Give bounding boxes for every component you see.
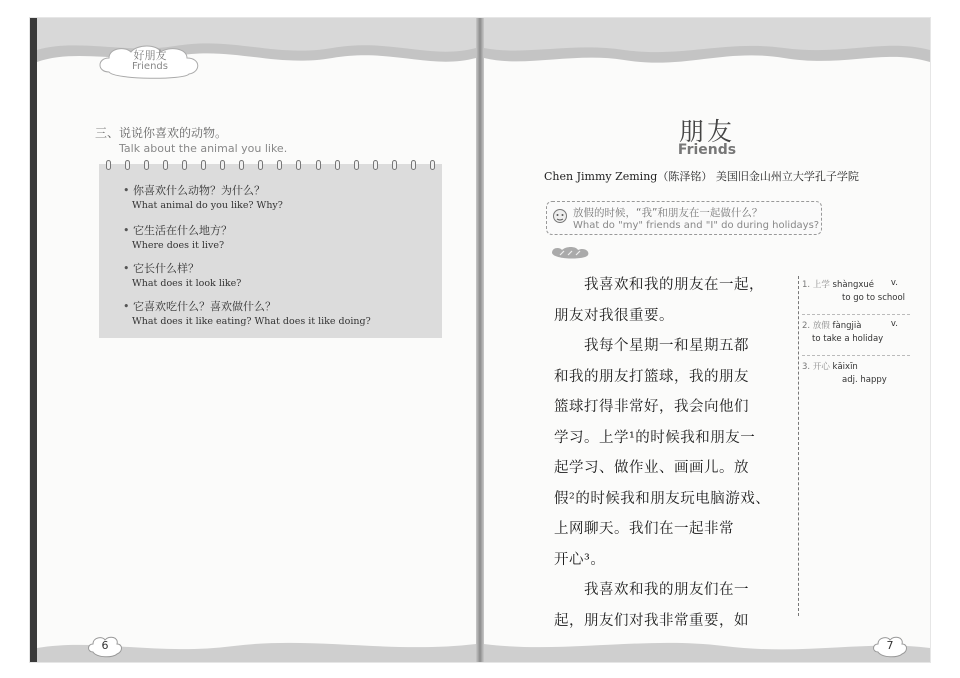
glossary-definition: adj. happy: [842, 375, 887, 385]
glossary-number: 3.: [802, 362, 811, 372]
question-en: What does it look like?: [132, 278, 242, 289]
question-item: [123, 182, 283, 211]
glossary-item: [802, 360, 910, 396]
spiral-ring-icon: [411, 160, 416, 170]
passage-line: 我每个星期一和星期五都: [584, 338, 749, 354]
glossary-word: 放假: [812, 321, 830, 331]
spiral-ring-icon: [220, 160, 225, 170]
passage-line: 起，朋友们对我非常重要，如: [554, 612, 749, 629]
glossary: [802, 278, 910, 400]
question-en: Where does it live?: [132, 240, 225, 251]
passage-line: 假²的时候我和朋友玩电脑游戏、: [554, 490, 771, 507]
spiral-ring-icon: [258, 160, 263, 170]
glossary-item: [802, 319, 910, 356]
spiral-rings: [99, 160, 442, 170]
bottom-wave-decoration: [484, 636, 930, 662]
spiral-ring-icon: [392, 160, 397, 170]
passage-line: 我喜欢和我的朋友们在一: [584, 582, 749, 598]
lesson-title-en: Friends: [677, 142, 737, 158]
spiral-ring-icon: [316, 160, 321, 170]
spiral-ring-icon: [163, 160, 168, 170]
glossary-pinyin: fàngjià: [832, 321, 862, 331]
passage-line: 我喜欢和我的朋友在一起，: [584, 277, 764, 293]
spiral-ring-icon: [354, 160, 359, 170]
page-number: 7: [886, 639, 894, 652]
spiral-ring-icon: [201, 160, 206, 170]
spiral-ring-icon: [335, 160, 340, 170]
question-cn: • 它喜欢吃什么？喜欢做什么？: [123, 298, 371, 314]
passage-line: 朋友对我很重要。: [554, 307, 674, 324]
left-page: [30, 18, 476, 662]
glossary-pos: v.: [890, 319, 898, 329]
glossary-word: 上学: [812, 280, 830, 290]
spiral-ring-icon: [106, 160, 111, 170]
chapter-title-cn: 好朋友: [133, 49, 167, 62]
spiral-ring-icon: [430, 160, 435, 170]
prompt-en: What do "my" friends and "I" do during holidays?: [573, 220, 820, 231]
lesson-title-cn: 朋友: [678, 117, 735, 146]
spiral-ring-icon: [125, 160, 130, 170]
passage-line: 上网聊天。我们在一起非常: [554, 521, 734, 537]
spiral-ring-icon: [144, 160, 149, 170]
book-spread: [30, 18, 930, 662]
top-wave-decoration: [484, 18, 930, 80]
question-cn: • 它长什么样？: [123, 260, 241, 276]
spiral-ring-icon: [296, 160, 301, 170]
book-gutter: [476, 18, 484, 662]
prompt-cn: 放假的时候，“我”和朋友在一起做什么？: [573, 207, 763, 219]
glossary-definition: to go to school: [842, 293, 906, 303]
spiral-ring-icon: [277, 160, 282, 170]
glossary-word: 开心: [812, 362, 830, 372]
glossary-number: 1.: [802, 280, 811, 290]
author-line: Chen Jimmy Zeming（陈泽铭） 美国旧金山州立大学孔子学院: [544, 170, 859, 183]
passage-line: 开心³。: [554, 551, 606, 568]
glossary-pinyin: kāixīn: [832, 362, 858, 372]
chapter-title-en: Friends: [132, 61, 168, 72]
chapter-tag: [95, 42, 205, 82]
passage-line: 篮球打得非常好，我会向他们: [554, 399, 749, 415]
reading-badge-icon: [550, 246, 590, 260]
question-en: What animal do you like? Why?: [132, 200, 283, 211]
glossary-divider: [798, 276, 799, 616]
right-page: [484, 18, 930, 662]
page-number: 6: [101, 639, 109, 652]
question-item: [123, 260, 241, 289]
spiral-ring-icon: [239, 160, 244, 170]
reading-passage: [554, 270, 786, 636]
spiral-ring-icon: [182, 160, 187, 170]
glossary-pos: v.: [890, 278, 898, 288]
question-item: [123, 298, 371, 327]
glossary-item: [802, 278, 910, 315]
reading-prompt: [546, 201, 822, 235]
question-en: What does it like eating? What does it like doing?: [132, 316, 371, 327]
passage-line: 和我的朋友打篮球，我的朋友: [554, 368, 749, 385]
thinking-face-icon: [552, 208, 568, 226]
section-title-en: Talk about the animal you like.: [119, 142, 288, 155]
question-cn: • 它生活在什么地方？: [123, 222, 232, 238]
question-item: [123, 222, 232, 251]
passage-line: 起学习、做作业、画画儿。放: [554, 460, 749, 476]
glossary-pinyin: shàngxué: [832, 280, 875, 290]
question-cn: • 你喜欢什么动物？为什么？: [123, 182, 283, 198]
spiral-ring-icon: [373, 160, 378, 170]
question-notebox: [99, 164, 442, 338]
glossary-number: 2.: [802, 321, 811, 331]
passage-line: 学习。上学¹的时候我和朋友一: [554, 429, 756, 446]
glossary-definition: to take a holiday: [812, 334, 884, 344]
section-title-cn: 三、说说你喜欢的动物。: [95, 126, 228, 140]
